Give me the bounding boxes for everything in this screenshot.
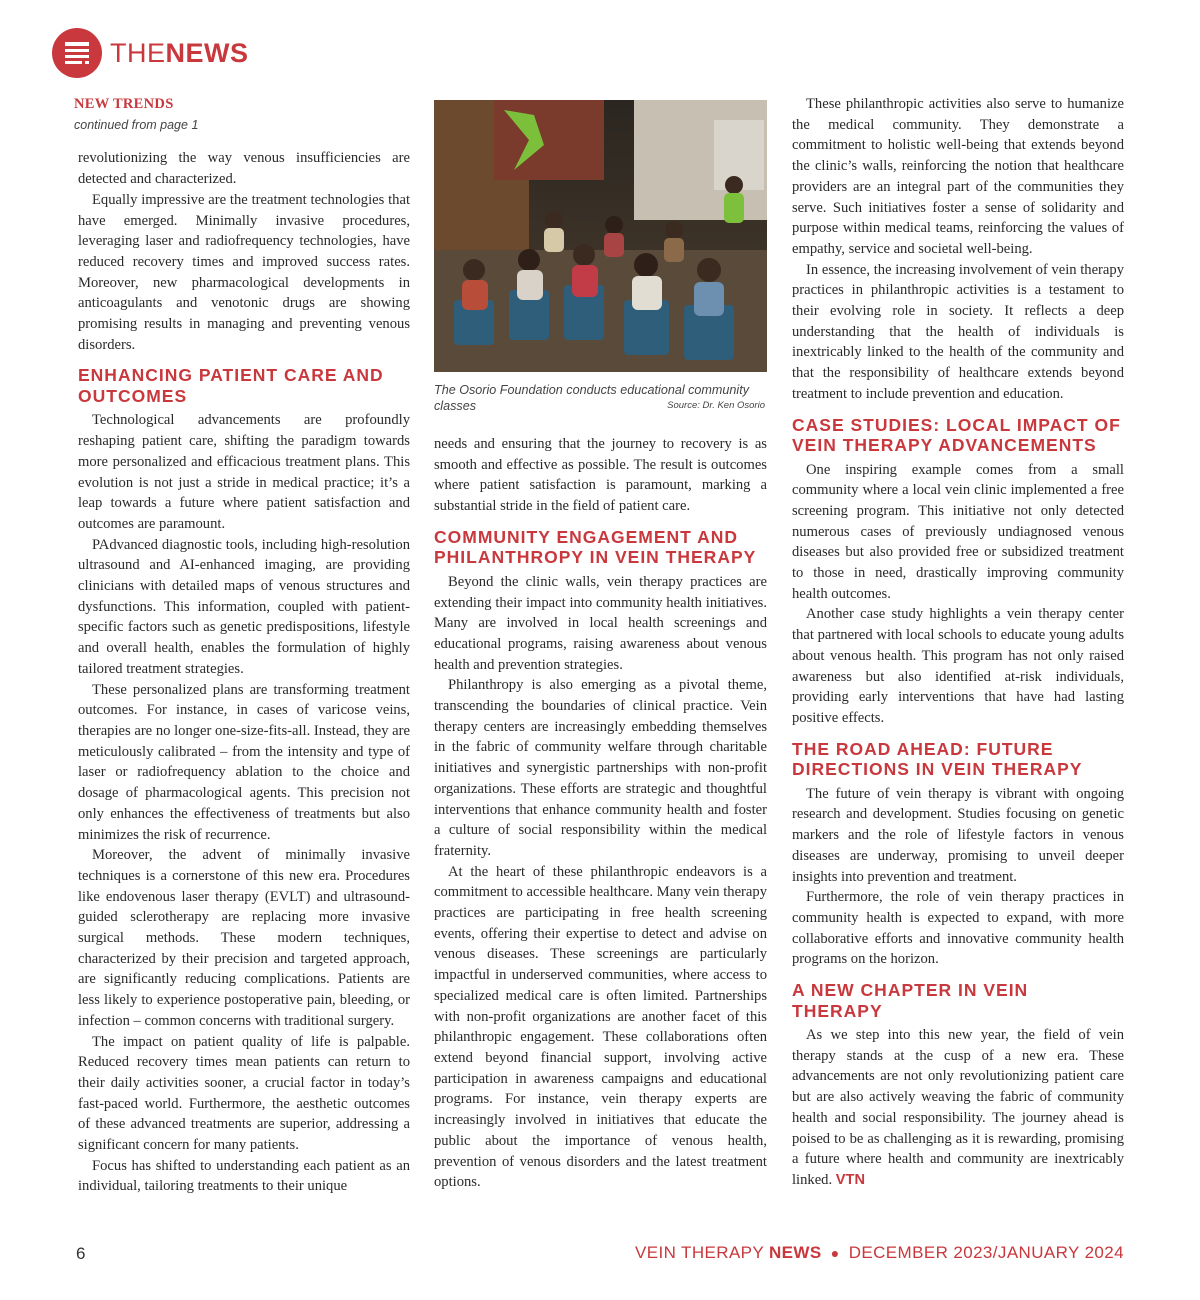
heading-case-studies: CASE STUDIES: LOCAL IMPACT OF VEIN THERAPY ADVANCEMENTS [792, 414, 1121, 456]
paragraph: Moreover, the advent of minimally invasive techniques is a cornerstone of this new era. Procedures like endovenous laser therapy (EVLT) and ultrasound-guided sclerotherapy are replacing more invasive surgical methods. These modern techniques, characterized by their precision and targeted approach, are significantly reducing complications. Patients are less likely to experience postoperative pain, bleeding, or infection – common concerns with traditional surgery. [78, 847, 410, 1029]
footer-issue: DECEMBER 2023/JANUARY 2024 [848, 1243, 1124, 1262]
paragraph: The impact on patient quality of life is palpable. Reduced recovery times mean patients can return to their daily activities sooner, a crucial factor in today’s fast-paced world. Furthermore, the aesthetic outcomes of these advanced treatments are superior, addressing a significant concern for many patients. [78, 1033, 410, 1154]
paragraph: Focus has shifted to understanding each patient as an individual, tailoring treatments to their unique [78, 1157, 410, 1195]
heading-patient-care: ENHANCING PATIENT CARE AND OUTCOMES [78, 365, 384, 406]
brand-news: NEWS [165, 37, 249, 68]
paragraph: One inspiring example comes from a small community where a local vein clinic implemented a free screening program. This initiative not only detected numerous cases of previously undiagnosed venous diseases but also provided free or subsidized treatment to those in need, drastically improving community health outcomes. [792, 461, 1124, 602]
end-sign: VTN [835, 1171, 865, 1188]
paragraph [792, 1025, 1124, 1191]
paragraph: Beyond the clinic walls, vein therapy practices are extending their impact into community health initiatives. Many are involved in local health screenings and educational programs, raising awareness about venous health and prevention strategies. [434, 573, 767, 673]
newspaper-icon [52, 28, 102, 78]
heading-community: COMMUNITY ENGAGEMENT AND PHILANTHROPY IN VEIN THERAPY [434, 526, 757, 568]
photo-source: Source: Dr. Ken Osorio [667, 400, 765, 411]
heading-road-ahead: THE ROAD AHEAD: FUTURE DIRECTIONS IN VEIN THERAPY [792, 738, 1083, 780]
continued-note: continued from page 1 [74, 117, 199, 132]
paragraph: Equally impressive are the treatment technologies that have emerged. Minimally invasive procedures, leveraging laser and radiofrequency technologies, have reduced recovery times and improved success rates. Moreover, new pharmacological developments in anticoagulants and venotonic drugs are showing promising results in managing and preventing venous disorders. [78, 191, 410, 353]
paragraph: Philanthropy is also emerging as a pivotal theme, transcending the boundaries of clinical practice. Vein therapy centers are increasingly embedding themselves in the fabric of community welfare through charitable initiatives and synergistic partnerships with non-profit organizations. These efforts are strategic and thoughtful interventions that enhance community health and foster a culture of social responsibility within the medical fraternity. [434, 677, 767, 859]
community-class-photo [434, 100, 767, 372]
paragraph: PAdvanced diagnostic tools, including high-resolution ultrasound and AI-enhanced imaging, are providing clinicians with detailed maps of venous structures and dysfunctions. This information, coupled with patient-specific factors such as genetic predispositions, lifestyle and overall health, enables the formulation of highly tailored treatment strategies. [78, 536, 410, 677]
paragraph: Another case study highlights a vein therapy center that partnered with local schools to educate young adults about venous health. This program has not only raised awareness but also identified at-risk individuals, providing early interventions that have had lasting positive effects. [792, 606, 1124, 726]
bullet-icon: ● [830, 1245, 840, 1261]
paragraph: In essence, the increasing involvement of vein therapy practices in philanthropic activities is a testament to their evolving role in society. It reflects a deep understanding that the health of individuals is inextricably linked to the health of the community and that the responsibility of healthcare extends beyond treatment to include prevention and education. [792, 261, 1124, 402]
final-paragraph-text: As we step into this new year, the field of vein therapy stands at the cusp of a new era. These advancements are not only revolutionizing patient care but are also actively weaving the fabric of community health and social responsibility. The journey ahead is poised to be as challenging as it is rewarding, promising a future where health and community are inextricably linked. [792, 1027, 1124, 1188]
paragraph: needs and ensuring that the journey to recovery is as smooth and effective as possible. The result is outcomes where patient satisfaction is paramount, marking a substantial stride in the field of patient care. [434, 436, 767, 515]
masthead [52, 28, 249, 78]
section-kicker: NEW TRENDS [74, 96, 174, 112]
paragraph: At the heart of these philanthropic endeavors is a commitment to accessible healthcare. Many vein therapy practices are participating in free health screening events, offering their expertise to detect and advise on venous diseases. These screenings are particularly impactful in underserved communities, where access to specialized medical care is often limited. Partnerships with non-profit organizations are another facet of this philanthropic engagement. These collaborations often extend beyond financial support, involving active participation in awareness campaigns and educational programs. For instance, vein therapy experts are increasingly involved in initiatives that educate the public about the importance of venous health, prevention of venous disorders and the latest treatment options. [434, 863, 767, 1191]
column-middle [434, 94, 767, 1193]
heading-new-chapter: A NEW CHAPTER IN VEIN THERAPY [792, 980, 1029, 1021]
footer-pub-vein: VEIN THERAPY [634, 1243, 764, 1262]
paragraph: The future of vein therapy is vibrant with ongoing research and development. Studies focusing on genetic markers and the role of lifestyle factors in venous diseases are underway, promising to unveil deeper insights into prevention and treatment. [792, 785, 1124, 885]
paragraph: Technological advancements are profoundly reshaping patient care, shifting the paradigm towards more personalized and efficacious treatment plans. This evolution is not just a stride in medical practice; it’s a leap towards a future where patient satisfaction and outcomes are paramount. [78, 412, 410, 532]
photo-caption [434, 382, 767, 414]
paragraph: revolutionizing the way venous insufficiencies are detected and characterized. [78, 150, 410, 188]
page-number: 6 [76, 1244, 86, 1263]
column-right [792, 94, 1124, 1191]
section-brand [110, 38, 249, 69]
paragraph: Furthermore, the role of vein therapy practices in community health is expected to expand, with more collaborative efforts and innovative community health programs on the horizon. [792, 889, 1124, 968]
footer-pub-news: NEWS [768, 1243, 822, 1262]
caption-text: The Osorio Foundation conducts educational community classes [434, 383, 750, 413]
column-left [74, 94, 410, 1197]
publication-footer [635, 1243, 1124, 1263]
brand-the: THE [110, 37, 166, 68]
paragraph: These philanthropic activities also serve to humanize the medical community. They demonstrate a commitment to holistic well-being that extends beyond the clinic’s walls, reinforcing the notion that healthcare providers are an integral part of the communities they serve. Such initiatives foster a sense of solidarity and purpose within medical teams, reinforcing the values of empathy, service and societal well-being. [792, 96, 1124, 257]
paragraph: These personalized plans are transforming treatment outcomes. For instance, in cases of varicose veins, therapies are no longer one-size-fits-all. Instead, they are meticulously calibrated – from the intensity and type of laser or radiofrequency ablation to the choice and dosage of pharmacological agents. This precision not only enhances the effectiveness of treatments but also minimizes the risk of recurrence. [78, 681, 410, 843]
